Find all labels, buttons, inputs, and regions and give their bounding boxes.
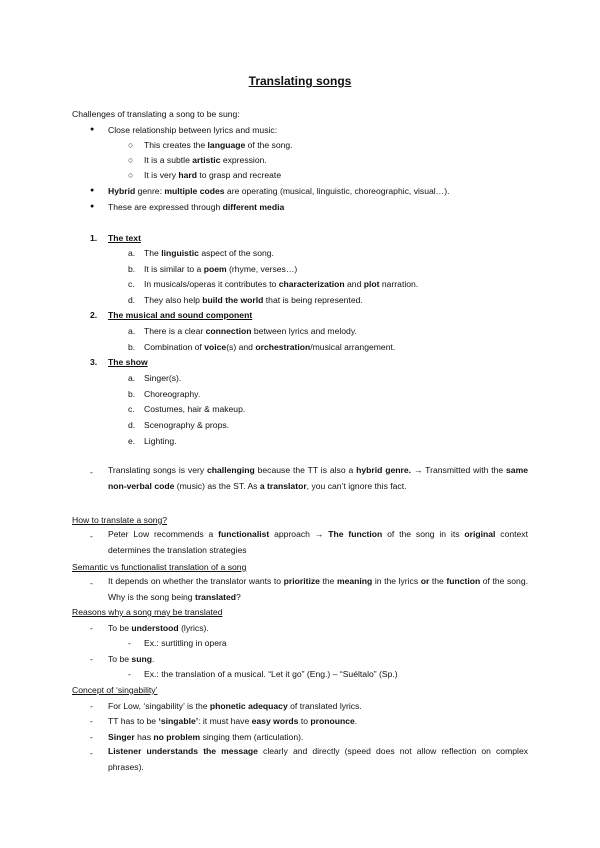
list-item-marker: c.	[128, 279, 135, 289]
semantic-paragraph: It depends on whether the translator wants to prioritize the meaning in the lyrics or the function of the song. Why is the song being translated?	[108, 576, 528, 602]
section-1-heading: The text	[108, 233, 141, 243]
list-item: Scenography & props.	[144, 420, 230, 430]
list-item-marker: b.	[128, 389, 136, 399]
list-item-marker: d.	[128, 420, 136, 430]
list-item-marker: e.	[128, 436, 136, 446]
circle-bullet-icon: ○	[128, 170, 134, 180]
sub-bullet-1: This creates the language of the song.	[144, 140, 293, 150]
bullet-icon: ●	[90, 187, 95, 194]
singability-1: For Low, ‘singability’ is the phonetic adequacy of translated lyrics.	[108, 701, 362, 711]
bullet-1-text: Close relationship between lyrics and music:	[108, 125, 278, 135]
dash-marker: -	[90, 467, 93, 477]
section-2-number: 2.	[90, 310, 98, 320]
list-item-marker: b.	[128, 342, 136, 352]
section-3-number: 3.	[90, 357, 98, 367]
dash-marker: -	[90, 578, 93, 588]
list-item: It is similar to a poem (rhyme, verses…)	[144, 264, 298, 274]
list-item: Choreography.	[144, 389, 201, 399]
list-item: The linguistic aspect of the song.	[144, 248, 274, 258]
singability-4: Listener understands the message clearly and directly (speed does not allow reflection on complex phrases).	[108, 746, 529, 772]
list-item: In musicals/operas it contributes to characterization and plot narration.	[144, 279, 419, 289]
list-item-marker: a.	[128, 326, 136, 336]
intro-text: Challenges of translating a song to be sung:	[72, 109, 240, 119]
bullet-2-text: Hybrid genre: multiple codes are operating (musical, linguistic, choreographic, visual…).	[108, 186, 450, 196]
how-heading: How to translate a song?	[72, 515, 168, 525]
dash-marker: -	[128, 638, 131, 648]
sub-bullet-3: It is very hard to grasp and recreate	[144, 170, 282, 180]
reason-2-example: Ex.: the translation of a musical. “Let it go” (Eng.) – “Suéltalo” (Sp.)	[144, 669, 398, 679]
list-item: Lighting.	[144, 436, 177, 446]
reason-1-example: Ex.: surtitling in opera	[144, 638, 227, 648]
list-item-marker: c.	[128, 404, 135, 414]
singability-heading: Concept of ‘singability’	[72, 685, 158, 695]
singability-2: TT has to be ‘singable’: it must have easy words to pronounce.	[108, 716, 358, 726]
list-item: They also help build the world that is being represented.	[144, 295, 363, 305]
dash-marker: -	[90, 623, 93, 633]
section-2-heading: The musical and sound component	[108, 310, 253, 320]
section-3-heading: The show	[108, 357, 148, 367]
dash-marker: -	[90, 531, 93, 541]
list-item-marker: a.	[128, 248, 136, 258]
reason-2: To be sung.	[108, 654, 155, 664]
list-item: Costumes, hair & makeup.	[144, 404, 246, 414]
dash-marker: -	[90, 701, 93, 711]
dash-marker: -	[90, 654, 93, 664]
how-paragraph: Peter Low recommends a functionalist approach → The function of the song in its original context determines the translation strategies	[108, 529, 528, 555]
dash-marker: -	[90, 732, 93, 742]
list-item-marker: b.	[128, 264, 136, 274]
reason-1: To be understood (lyrics).	[108, 623, 209, 633]
bullet-3-text: These are expressed through different media	[108, 202, 285, 212]
circle-bullet-icon: ○	[128, 155, 134, 165]
dash-marker: -	[90, 748, 93, 758]
singability-3: Singer has no problem singing them (articulation).	[108, 732, 304, 742]
list-item: There is a clear connection between lyrics and melody.	[144, 326, 357, 336]
page-title: Translating songs	[248, 74, 352, 88]
list-item: Combination of voice(s) and orchestration/musical arrangement.	[144, 342, 396, 352]
bullet-icon: ●	[90, 126, 95, 133]
section-1-number: 1.	[90, 233, 98, 243]
circle-bullet-icon: ○	[128, 140, 134, 150]
dash-marker: -	[90, 716, 93, 726]
dash-marker: -	[128, 669, 131, 679]
reasons-heading: Reasons why a song may be translated	[72, 607, 223, 617]
hybrid-genre-paragraph: Translating songs is very challenging because the TT is also a hybrid genre. → Transmitted with the same non-verbal code (music) as the ST. As a translator, you can’t ignore this fact.	[108, 465, 529, 491]
bullet-icon: ●	[90, 203, 95, 210]
semantic-heading: Semantic vs functionalist translation of a song	[72, 562, 247, 572]
list-item: Singer(s).	[144, 373, 182, 383]
sub-bullet-2: It is a subtle artistic expression.	[144, 155, 267, 165]
list-item-marker: a.	[128, 373, 136, 383]
list-item-marker: d.	[128, 295, 136, 305]
